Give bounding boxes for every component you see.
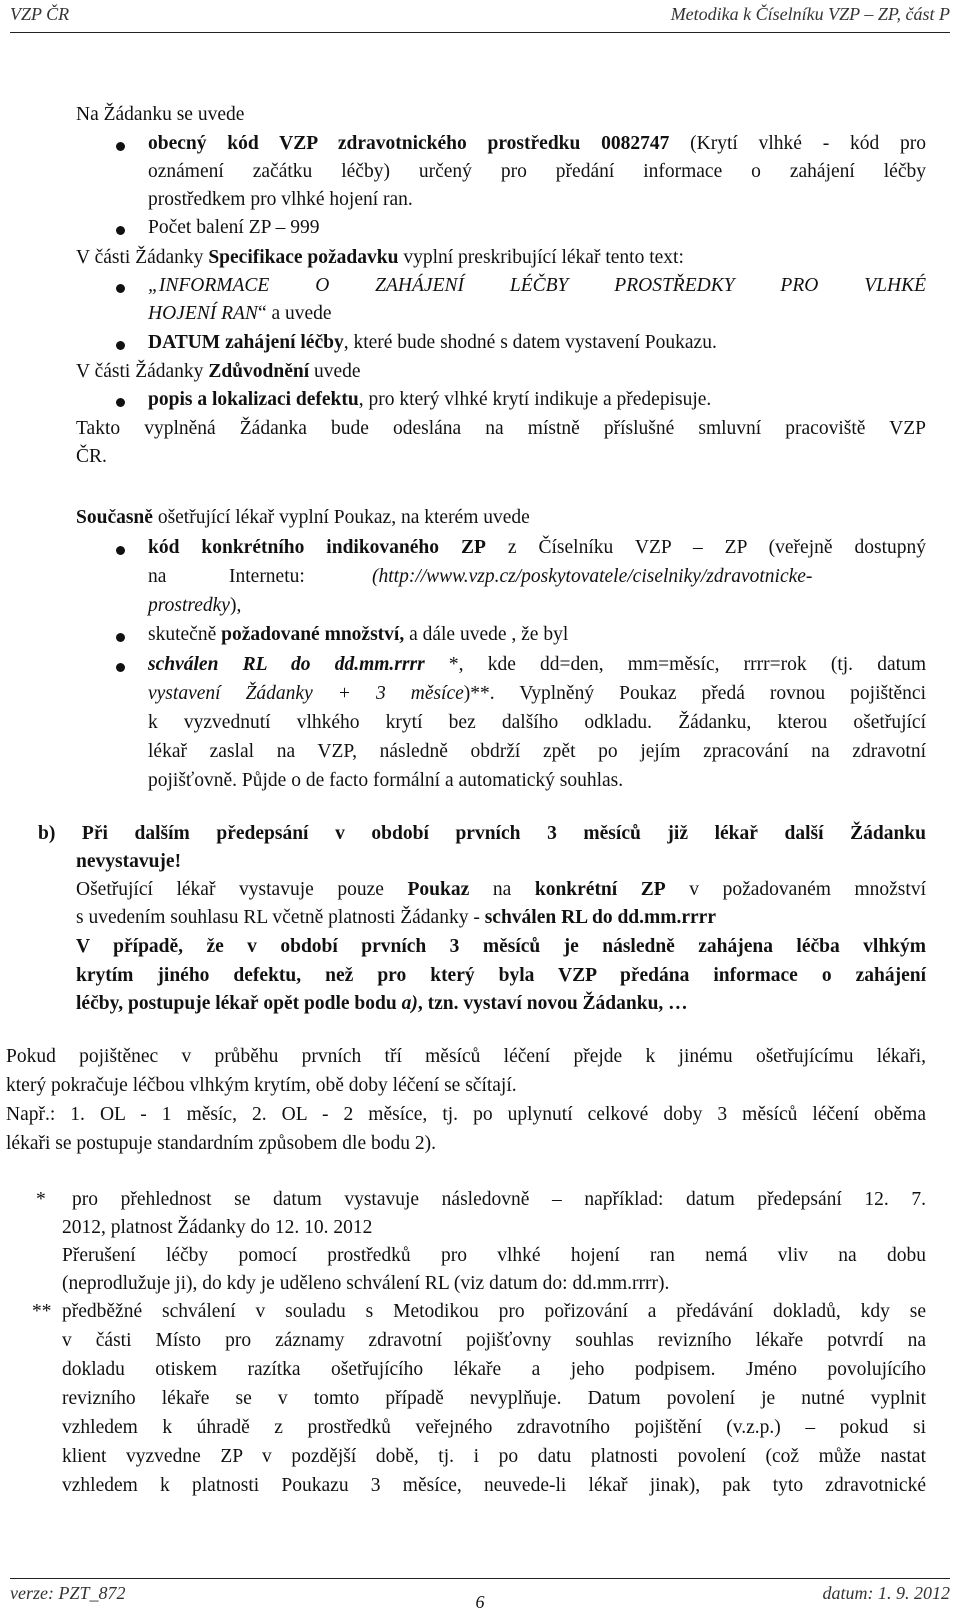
list-item-cont: oznámení začátku léčby) určený pro předání informace o zahájení léčby	[148, 161, 926, 182]
paragraph-line: V části Žádanky Zdůvodnění uvede	[76, 361, 361, 382]
note-line: vzhledem k úhradě z prostředků veřejného zdravotního pojištění (v.z.p.) – pokud si	[62, 1417, 926, 1438]
note-marker: **	[32, 1301, 52, 1322]
bullet-icon	[116, 546, 125, 555]
note-line: revizního lékaře se v tomto případě nevyplňuje. Datum povolení je nutné vyplnit	[62, 1388, 926, 1409]
list-item-cont: prostředkem pro vlhké hojení ran.	[148, 189, 413, 210]
footer-rule	[10, 1578, 950, 1579]
note-line: (neprodlužuje ji), do kdy je uděleno schválení RL (viz datum do: dd.mm.rrrr).	[62, 1273, 670, 1294]
note-line: v části Místo pro záznamy zdravotní pojišťovny souhlas revizního lékaře potvrdí na	[62, 1330, 926, 1351]
bullet-icon	[116, 284, 125, 293]
list-item: DATUM zahájení léčby, které bude shodné s datem vystavení Poukazu.	[148, 332, 717, 353]
paragraph-line: s uvedením souhlasu RL včetně platnosti Žádanky - schválen RL do dd.mm.rrrr	[76, 907, 716, 928]
paragraph-line: lékaři se postupuje standardním způsobem dle bodu 2).	[6, 1133, 436, 1154]
header-left: VZP ČR	[10, 4, 70, 24]
list-item-cont: prostredky),	[148, 595, 242, 616]
list-item: popis a lokalizaci defektu, pro který vlhké krytí indikuje a předepisuje.	[148, 389, 712, 410]
note-line: dokladu otiskem razítka ošetřujícího lékaře a jeho podpisem. Jméno povolujícího	[62, 1359, 926, 1380]
note-line: vzhledem k platnosti Poukazu 3 měsíce, neuvede-li lékař jinak), pak tyto zdravotnické	[62, 1475, 926, 1496]
footer-date: datum: 1. 9. 2012	[822, 1583, 950, 1603]
bullet-icon	[116, 633, 125, 642]
list-item: Počet balení ZP – 999	[148, 217, 320, 238]
note-line: pro přehlednost se datum vystavuje následovně – například: datum předepsání 12. 7.	[72, 1189, 926, 1210]
url-text: (http://www.vzp.cz/poskytovatele/ciselniky/zdravotnicke-	[372, 566, 813, 587]
list-item-cont: vystavení Žádanky + 3 měsíce)**. Vyplněný Poukaz předá rovnou pojištěnci	[148, 683, 926, 704]
page-number: 6	[475, 1592, 485, 1612]
header-right: Metodika k Číselníku VZP – ZP, část P	[670, 4, 950, 24]
paragraph-line: Současně ošetřující lékař vyplní Poukaz, na kterém uvede	[76, 507, 530, 528]
paragraph-line: Pokud pojištěnec v průběhu prvních tří měsíců léčení přejde k jinému ošetřujícímu lékaři,	[6, 1046, 926, 1067]
list-item-cont: lékař zaslal na VZP, následně obdrží zpět po jejím zpracování na zdravotní	[148, 741, 926, 762]
note-line: 2012, platnost Žádanky do 12. 10. 2012	[62, 1217, 373, 1238]
section-b-heading-cont: nevystavuje!	[76, 851, 182, 872]
list-item: skutečně požadované množství, a dále uvede , že byl	[148, 624, 569, 645]
list-item: „INFORMACE O ZAHÁJENÍ LÉČBY PROSTŘEDKY PRO VLHKÉ	[148, 275, 926, 296]
list-item-cont: HOJENÍ RAN“ a uvede	[148, 303, 332, 324]
bullet-icon	[116, 398, 125, 407]
note-line: klient vyzvedne ZP v pozdější době, tj. i po datu platnosti povolení (což může nastat	[62, 1446, 926, 1467]
paragraph-line: V části Žádanky Specifikace požadavku vyplní preskribující lékař tento text:	[76, 247, 684, 268]
section-b-heading: b) Při dalším předepsání v období prvních 3 měsíců již lékař další Žádanku	[38, 823, 926, 844]
list-item: kód konkrétního indikovaného ZP z Číselníku VZP – ZP (veřejně dostupný	[148, 537, 926, 558]
paragraph-line: Ošetřující lékař vystavuje pouze Poukaz na konkrétní ZP v požadovaném množství	[76, 879, 926, 900]
note-line: Přerušení léčby pomocí prostředků pro vlhké hojení ran nemá vliv na dobu	[62, 1245, 926, 1266]
list-item-cont: pojišťovně. Půjde o de facto formální a automatický souhlas.	[148, 770, 624, 791]
intro-line: Na Žádanku se uvede	[76, 104, 245, 125]
list-item-cont: na	[148, 566, 167, 587]
paragraph-line: ČR.	[76, 446, 107, 467]
list-item: schválen RL do dd.mm.rrrr *, kde dd=den, mm=měsíc, rrrr=rok (tj. datum	[148, 654, 926, 675]
paragraph-line: V případě, že v období prvních 3 měsíců je následně zahájena léčba vlhkým	[76, 936, 926, 957]
bullet-icon	[116, 341, 125, 350]
list-item: obecný kód VZP zdravotnického prostředku 0082747 (Krytí vlhké - kód pro	[148, 133, 926, 154]
footer-version: verze: PZT_872	[10, 1583, 126, 1603]
bullet-icon	[116, 142, 125, 151]
paragraph-line: Např.: 1. OL - 1 měsíc, 2. OL - 2 měsíce, tj. po uplynutí celkové doby 3 měsíců léčení oběma	[6, 1104, 926, 1125]
note-marker: *	[36, 1189, 46, 1210]
bullet-icon	[116, 226, 125, 235]
header-rule	[10, 32, 950, 33]
paragraph-line: který pokračuje léčbou vlhkým krytím, obě doby léčení se sčítají.	[6, 1075, 517, 1096]
paragraph-line: léčby, postupuje lékař opět podle bodu a), tzn. vystaví novou Žádanku, …	[76, 993, 688, 1014]
paragraph-line: Takto vyplněná Žádanka bude odeslána na místně příslušné smluvní pracoviště VZP	[76, 418, 926, 439]
note-line: předběžné schválení v souladu s Metodikou pro pořizování a předávání dokladů, kdy se	[62, 1301, 926, 1322]
list-item-cont: Internetu:	[229, 566, 305, 587]
paragraph-line: krytím jiného defektu, než pro který byla VZP předána informace o zahájení	[76, 965, 926, 986]
bullet-icon	[116, 663, 125, 672]
list-item-cont: k vyzvednutí vlhkého krytí bez dalšího odkladu. Žádanku, kterou ošetřující	[148, 712, 926, 733]
